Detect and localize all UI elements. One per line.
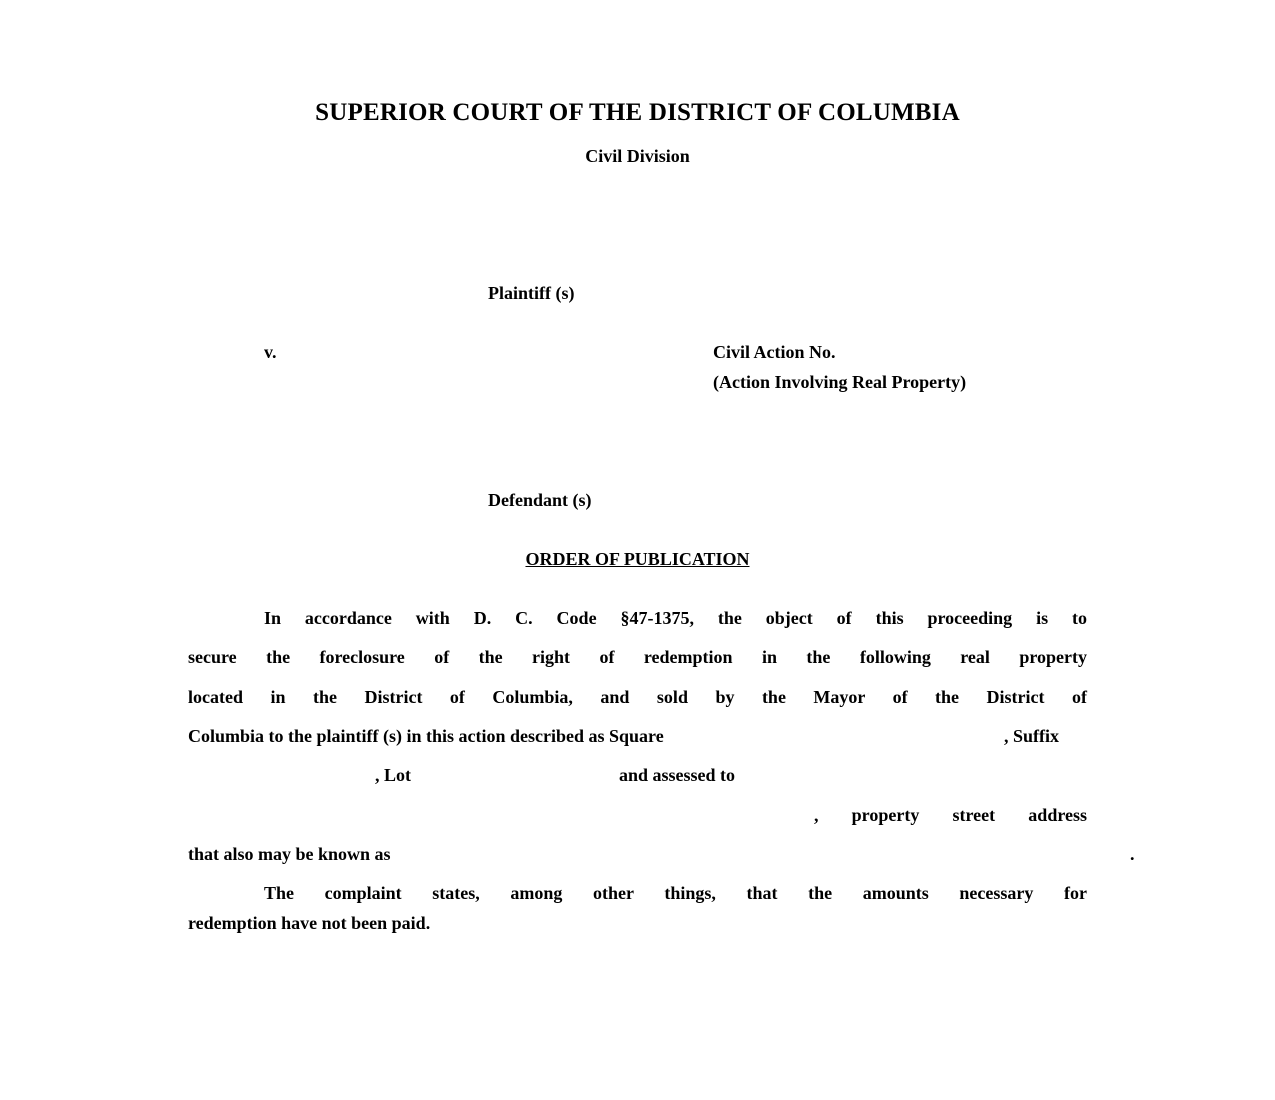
order-title: ORDER OF PUBLICATION: [525, 549, 750, 569]
assessed-to-label: and assessed to: [619, 765, 736, 785]
suffix-label: , Suffix: [1004, 726, 1060, 746]
lot-label: , Lot: [375, 765, 411, 785]
sentence-period: .: [1130, 844, 1135, 864]
street-address-label: , property street address: [814, 805, 1087, 825]
versus-label: v.: [264, 342, 277, 362]
paragraph-line: secure the foreclosure of the right of redemption in the following real property: [188, 647, 1087, 667]
paragraph-line: located in the District of Columbia, and sold by the Mayor of the District of: [188, 687, 1087, 707]
court-title: SUPERIOR COURT OF THE DISTRICT OF COLUMBIA: [315, 99, 960, 126]
square-line-text: Columbia to the plaintiff (s) in this action described as Square: [188, 726, 664, 746]
action-type-label: (Action Involving Real Property): [713, 372, 967, 392]
plaintiff-label: Plaintiff (s): [488, 283, 575, 303]
known-as-label: that also may be known as: [188, 844, 391, 864]
division-title: Civil Division: [585, 146, 690, 166]
paragraph-line: In accordance with D. C. Code §47-1375, the object of this proceeding is to: [264, 608, 1087, 628]
paragraph-line: redemption have not been paid.: [188, 913, 431, 933]
paragraph-line: The complaint states, among other things, that the amounts necessary for: [264, 883, 1087, 903]
civil-action-label: Civil Action No.: [713, 342, 836, 362]
defendant-label: Defendant (s): [488, 490, 592, 510]
